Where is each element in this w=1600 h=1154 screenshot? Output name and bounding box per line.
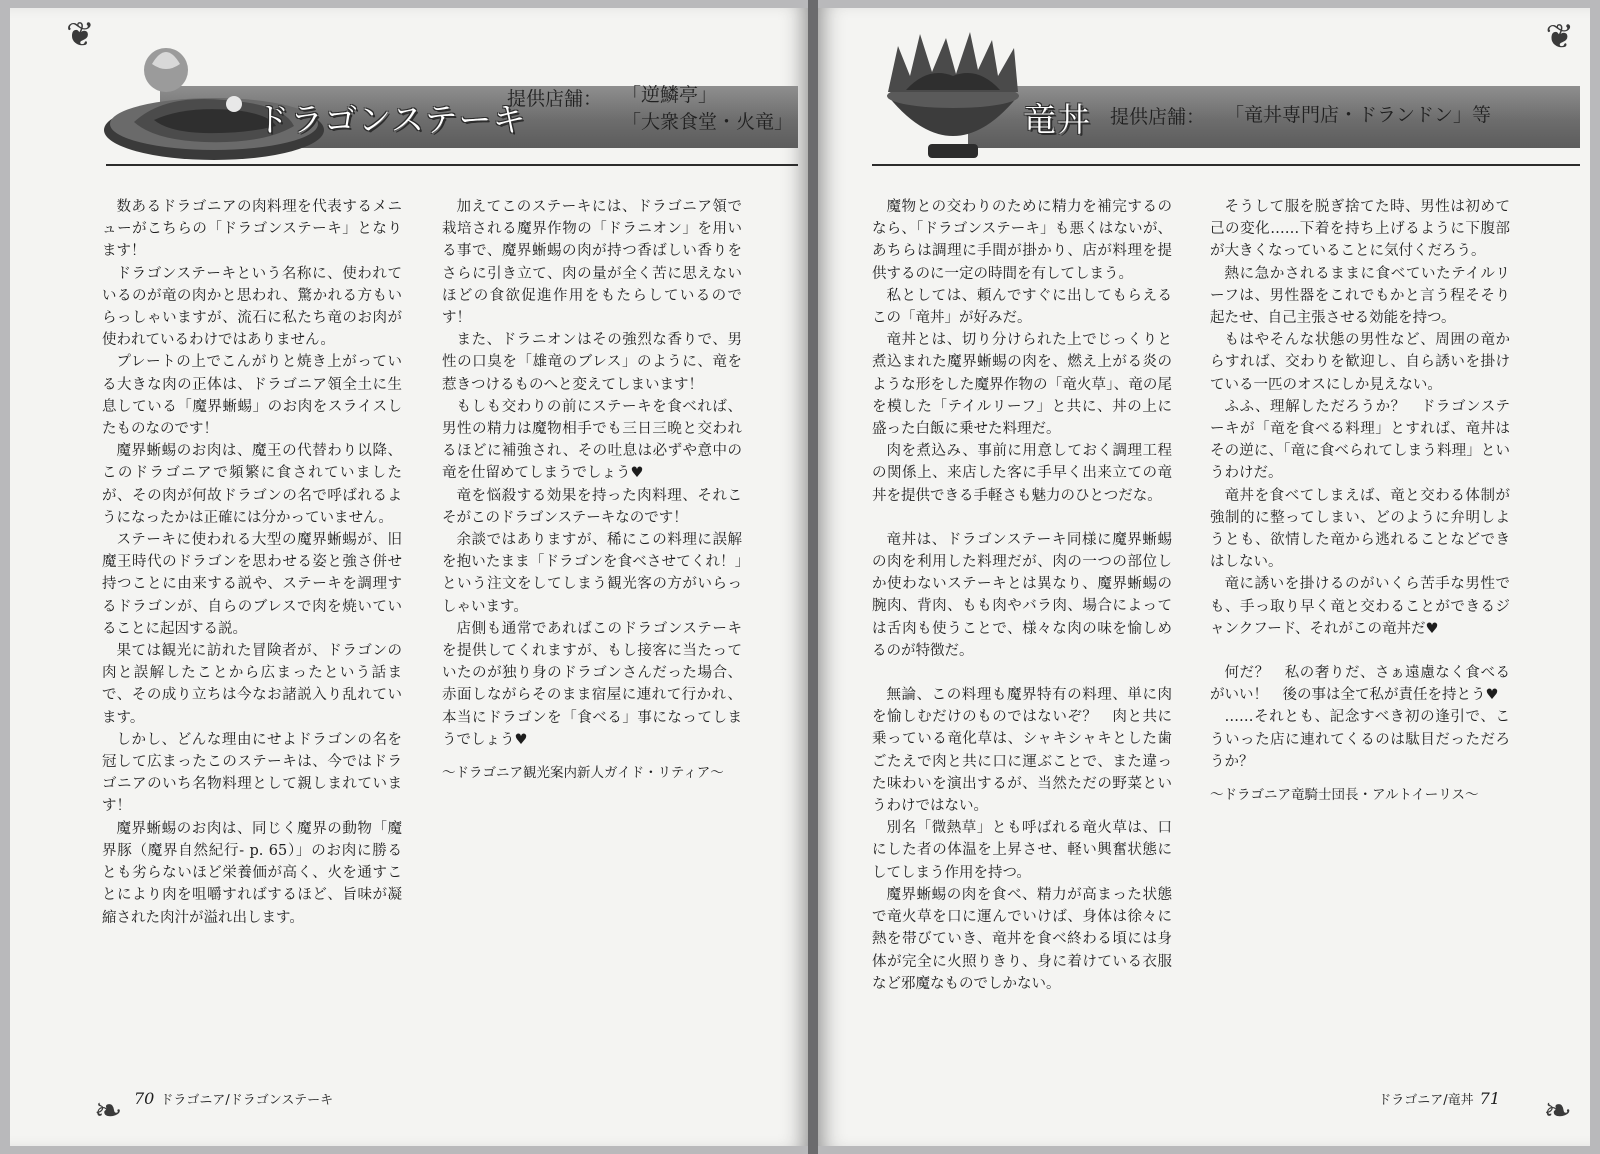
paragraph: ステーキに使われる大型の魔界蜥蜴が、旧魔王時代のドラゴンを思わせる姿と強さ併せ持つことに由来する説や、ステーキを調理するドラゴンが、自らのブレスで肉を焼いていることに起因する説。 bbox=[102, 532, 402, 637]
paragraph: また、ドラニオンはその強烈な香りで、男性の口臭を「雄竜のブレス」のように、竜を惹きつけるものへと変えてしまいます！ bbox=[442, 332, 742, 393]
text-column-1 bbox=[872, 196, 1172, 995]
running-footer: ドラゴニア/竜丼 bbox=[1378, 1093, 1474, 1108]
paragraph: 竜に誘いを掛けるのがいくら苦手な男性でも、手っ取り早く竜と交わることができるジャンクフード、それがこの竜丼だ♥ bbox=[1210, 576, 1510, 637]
paragraph: もしも交わりの前にステーキを食べれば、男性の精力は魔物相手でも三日三晩と交われるほどに補強され、その吐息は必ずや意中の竜を仕留めてしまうでしょう♥ bbox=[442, 398, 742, 482]
shop-names bbox=[1225, 102, 1491, 129]
dish-title: ドラゴンステーキ bbox=[256, 100, 527, 139]
text-column-1 bbox=[102, 196, 402, 929]
shop-name: 「竜丼専門店・ドランドン」等 bbox=[1225, 104, 1492, 126]
paragraph: ふふ、理解しただろうか？ ドラゴンステーキが「竜を食べる料理」とすれば、竜丼はその逆に、「竜に食べられてしまう料理」というわけだ。 bbox=[1210, 398, 1510, 482]
paragraph: 竜を悩殺する効果を持った肉料理、それこそがこのドラゴンステーキなのです！ bbox=[442, 487, 742, 526]
paragraph: 私としては、頼んですぐに出してもらえるこの「竜丼」が好みだ。 bbox=[872, 287, 1172, 327]
paragraph: プレートの上でこんがりと焼き上がっている大きな肉の正体は、ドラゴニア領全土に生息している「魔界蜥蜴」のお肉をスライスしたものなのです！ bbox=[102, 354, 402, 438]
page-number: 70 bbox=[134, 1089, 155, 1108]
right-page bbox=[818, 8, 1590, 1146]
signature: ～ドラゴニア観光案内新人ガイド・リティア～ bbox=[442, 765, 724, 782]
paragraph: 魔界蜥蜴のお肉は、同じく魔界の動物「魔界豚（魔界自然紀行- p. 65）」のお肉に勝るとも劣らないほど栄養価が高く、火を通すことにより肉を咀嚼すればするほど、旨味が凝縮された肉汁が溢れ出します。 bbox=[102, 820, 402, 926]
paragraph: 無論、この料理も魔界特有の料理、単に肉を愉しむだけのものではないぞ？ 肉と共に乗っている竜化草は、シャキシャキとした歯ごたえで肉と共に口に運ぶことで、また違った味わいを演出するが、当然ただの野菜というわけではない。 bbox=[872, 687, 1172, 815]
paragraph: 余談ではありますが、稀にこの料理に誤解を抱いたまま「ドラゴンを食べさせてくれ！」という注文をしてしまう観光客の方がいらっしゃいます。 bbox=[442, 532, 742, 615]
paragraph: ドラゴンステーキという名称に、使われているのが竜の肉かと思われ、驚かれる方もいらっしゃいますが、流石に私たち竜のお肉が使われているわけではありません。 bbox=[102, 265, 402, 349]
paragraph: 熱に急かされるままに食べていたテイルリーフは、男性器をこれでもかと言う程そそり起たせ、自己主張させる効能を持つ。 bbox=[1210, 265, 1510, 327]
paragraph: 店側も通常であればこのドラゴンステーキを提供してくれますが、もし接客に当たっていたのが独り身のドラゴンさんだった場合、赤面しながらそのまま宿屋に連れて行かれ、本当にドラゴンを「食べる」事になってしまうでしょう♥ bbox=[442, 620, 742, 748]
corner-flourish-icon: ❧ bbox=[1543, 1091, 1572, 1131]
book-spine bbox=[808, 0, 818, 1154]
paragraph: 肉を煮込み、事前に用意しておく調理工程の関係上、来店した客に手早く出来立ての竜丼を提供できる手軽さも魅力のひとつだな。 bbox=[872, 443, 1172, 504]
running-footer: ドラゴニア/ドラゴンステーキ bbox=[160, 1093, 334, 1108]
corner-flourish-icon: ❦ bbox=[66, 15, 95, 55]
corner-flourish-icon: ❦ bbox=[1545, 17, 1574, 57]
paragraph: 魔界蜥蜴の肉を食べ、精力が高まった状態で竜火草を口に運んでいけば、身体は徐々に熱を帯びていき、竜丼を食べ終わる頃には身体が完全に火照りきり、身に着けている衣服など邪魔なものでしかない。 bbox=[872, 886, 1172, 992]
paragraph: 何だ？ 私の奢りだ、さぁ遠慮なく食べるがいい！ 後の事は全て私が責任を持とう♥ bbox=[1210, 665, 1510, 704]
dish-title: 竜丼 bbox=[1023, 100, 1091, 139]
paragraph: ……それとも、記念すべき初の逢引で、こういった店に連れてくるのは駄目だっただろうか？ bbox=[1210, 709, 1510, 770]
shop-label: 提供店舗： bbox=[507, 88, 603, 110]
shop-name: 「大衆食堂・火竜」 bbox=[622, 111, 794, 133]
paragraph: 別名「微熱草」とも呼ばれる竜火草は、口にした者の体温を上昇させ、軽い興奮状態にしてしまう作用を持つ。 bbox=[872, 820, 1172, 881]
paragraph: 果ては観光に訪れた冒険者が、ドラゴンの肉と誤解したことから広まったという話まで、その成り立ちは今なお諸説入り乱れています。 bbox=[102, 643, 402, 726]
dragon-bowl-illustration bbox=[858, 26, 1048, 166]
paragraph: 数あるドラゴニアの肉料理を代表するメニューがこちらの「ドラゴンステーキ」となります！ bbox=[102, 199, 402, 260]
paragraph: 竜丼を食べてしまえば、竜と交わる体制が強制的に整ってしまい、どのように弁明しようとも、欲情した竜から逃れることなどできはしない。 bbox=[1210, 487, 1510, 571]
paragraph: 魔物との交わりのために精力を補完するのなら、「ドラゴンステーキ」も悪くはないが、あちらは調理に手間が掛かり、店が料理を提供するのに一定の時間を有してしまう。 bbox=[872, 199, 1172, 282]
page-number: 71 bbox=[1479, 1089, 1500, 1108]
page-footer bbox=[1378, 1089, 1506, 1108]
text-column-2 bbox=[1210, 196, 1510, 806]
paragraph: もはやそんな状態の男性など、周囲の竜からすれば、交わりを歓迎し、自ら誘いを掛けている一匹のオスにしか見えない。 bbox=[1210, 332, 1510, 393]
paragraph: 魔界蜥蜴のお肉は、魔王の代替わり以降、このドラゴニアで頻繁に食されていましたが、その肉が何故ドラゴンの名で呼ばれるようになったかは正確には分かっていません。 bbox=[102, 443, 402, 526]
paragraph: 加えてこのステーキには、ドラゴニア領で栽培される魔界作物の「ドラニオン」を用いる事で、魔界蜥蜴の肉が持つ香ばしい香りをさらに引き立て、肉の量が全く苦に思えないほどの食欲促進作用をもたらしているのです！ bbox=[442, 199, 742, 327]
paragraph: 竜丼は、ドラゴンステーキ同様に魔界蜥蜴の肉を利用した料理だが、肉の一つの部位しか使わないステーキとは異なり、魔界蜥蜴の腕肉、背肉、もも肉やバラ肉、場合によっては舌肉も使うことで、様々な肉の味を愉しめるのが特徴だ。 bbox=[872, 531, 1172, 659]
paragraph: 竜丼とは、切り分けられた上でじっくりと煮込まれた魔界蜥蜴の肉を、燃え上がる炎のような形をした魔界作物の「竜火草」、竜の尾を模した「テイルリーフ」と共に、丼の上に盛った白飯に乗せた料理だ。 bbox=[872, 332, 1172, 438]
paragraph: そうして服を脱ぎ捨てた時、男性は初めて己の変化……下着を持ち上げるように下腹部が大きくなっていることに気付くだろう。 bbox=[1210, 199, 1510, 260]
page-footer bbox=[128, 1089, 333, 1108]
shop-names bbox=[622, 82, 793, 136]
text-column-2 bbox=[442, 196, 742, 784]
signature: ～ドラゴニア竜騎士団長・アルトイーリス～ bbox=[1210, 787, 1479, 804]
left-page bbox=[10, 8, 808, 1146]
title-rule bbox=[106, 164, 798, 166]
shop-name: 「逆鱗亭」 bbox=[622, 84, 718, 106]
shop-label: 提供店舗： bbox=[1110, 106, 1206, 128]
paragraph: しかし、どんな理由にせよドラゴンの名を冠して広まったこのステーキは、今ではドラゴニアのいち名物料理として親しまれています！ bbox=[102, 731, 402, 815]
corner-flourish-icon: ❧ bbox=[94, 1091, 123, 1131]
